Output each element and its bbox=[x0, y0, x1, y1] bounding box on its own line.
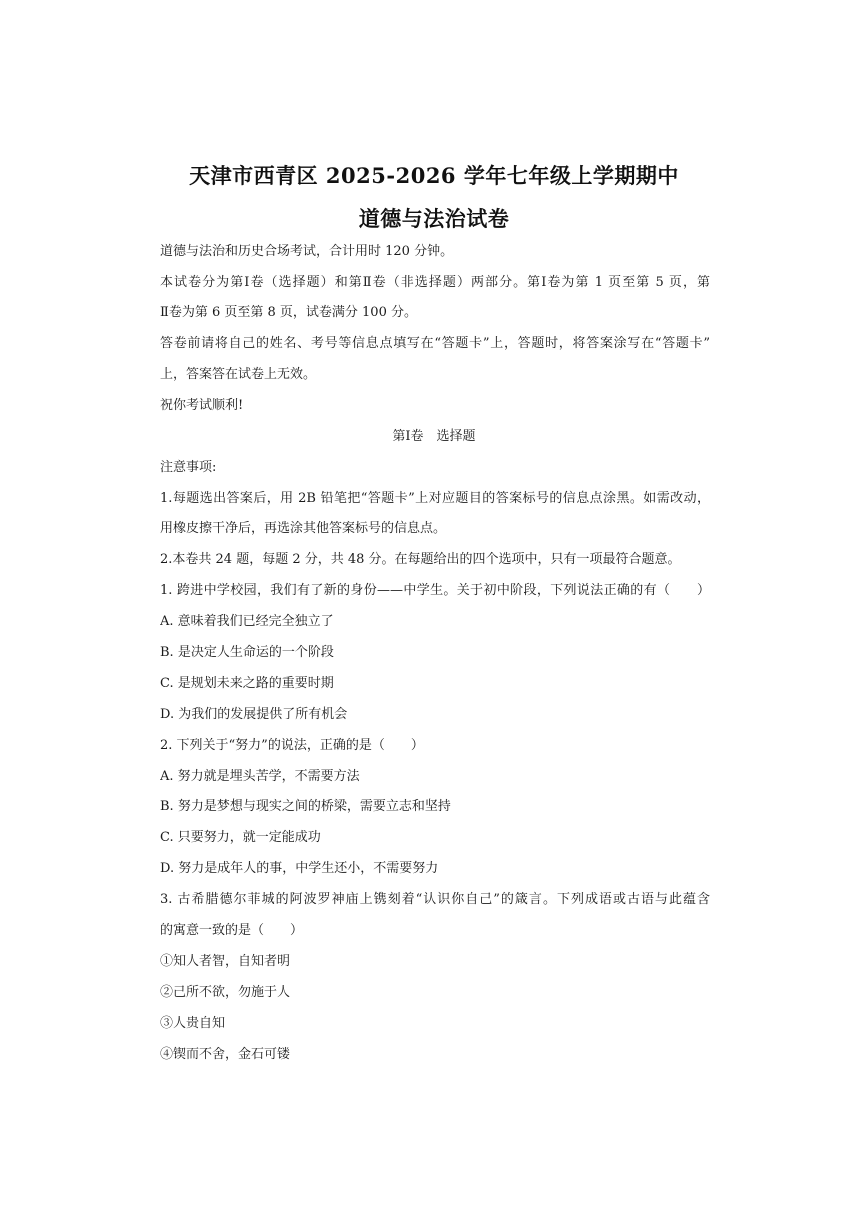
question-2-option: B. 努力是梦想与现实之间的桥梁，需要立志和坚持 bbox=[160, 799, 451, 814]
question-1-stem: 1. 跨进中学校园，我们有了新的身份——中学生。关于初中阶段，下列说法正确的有（ ） bbox=[160, 583, 710, 598]
question-3-option: ②己所不欲，勿施于人 bbox=[160, 985, 291, 1000]
intro-line: Ⅱ卷为第 6 页至第 8 页，试卷满分 100 分。 bbox=[160, 305, 417, 320]
question-3-option: ④锲而不舍，金石可镂 bbox=[160, 1047, 291, 1062]
exam-title-line-2: 道德与法治试卷 bbox=[358, 206, 510, 231]
question-3-stem: 的寓意一致的是（ ） bbox=[160, 923, 304, 938]
intro-line: 祝你考试顺利! bbox=[160, 398, 244, 413]
question-3-stem: 3. 古希腊德尔菲城的阿波罗神庙上镌刻着“认识你自己”的箴言。下列成语或古语与此蕴含 bbox=[160, 892, 710, 907]
intro-line: 答卷前请将自己的姓名、考号等信息点填写在“答题卡”上，答题时，将答案涂写在“答题卡” bbox=[160, 336, 710, 351]
question-3-option: ①知人者智，自知者明 bbox=[160, 954, 291, 969]
note-line: 1.每题选出答案后，用 2B 铅笔把“答题卡”上对应题目的答案标号的信息点涂黑。如需改动， bbox=[160, 491, 710, 506]
notes-heading: 注意事项: bbox=[160, 460, 217, 475]
exam-title-line-1: 天津市西青区 2025-2026 学年七年级上学期期中 bbox=[189, 163, 679, 188]
question-2-option: A. 努力就是埋头苦学，不需要方法 bbox=[160, 769, 360, 784]
note-line: 2.本卷共 24 题，每题 2 分，共 48 分。在每题给出的四个选项中，只有一项最符合题意。 bbox=[160, 552, 681, 567]
question-1-option: C. 是规划未来之路的重要时期 bbox=[160, 676, 334, 691]
intro-line: 道德与法治和历史合场考试，合计用时 120 分钟。 bbox=[160, 244, 454, 259]
question-2-stem: 2. 下列关于“努力”的说法，正确的是（ ） bbox=[160, 738, 424, 753]
question-3-option: ③人贵自知 bbox=[160, 1016, 226, 1031]
question-1-option: A. 意味着我们已经完全独立了 bbox=[160, 614, 334, 629]
intro-line: 上，答案答在试卷上无效。 bbox=[160, 367, 317, 382]
section-header: 第Ⅰ卷 选择题 bbox=[392, 429, 476, 444]
question-2-option: C. 只要努力，就一定能成功 bbox=[160, 830, 321, 845]
question-1-option: D. 为我们的发展提供了所有机会 bbox=[160, 707, 348, 722]
question-1-option: B. 是决定人生命运的一个阶段 bbox=[160, 645, 334, 660]
question-2-option: D. 努力是成年人的事，中学生还小，不需要努力 bbox=[160, 861, 439, 876]
intro-line: 本试卷分为第Ⅰ卷（选择题）和第Ⅱ卷（非选择题）两部分。第Ⅰ卷为第 1 页至第 5 页，第 bbox=[160, 275, 710, 290]
note-line: 用橡皮擦干净后，再选涂其他答案标号的信息点。 bbox=[160, 521, 447, 536]
